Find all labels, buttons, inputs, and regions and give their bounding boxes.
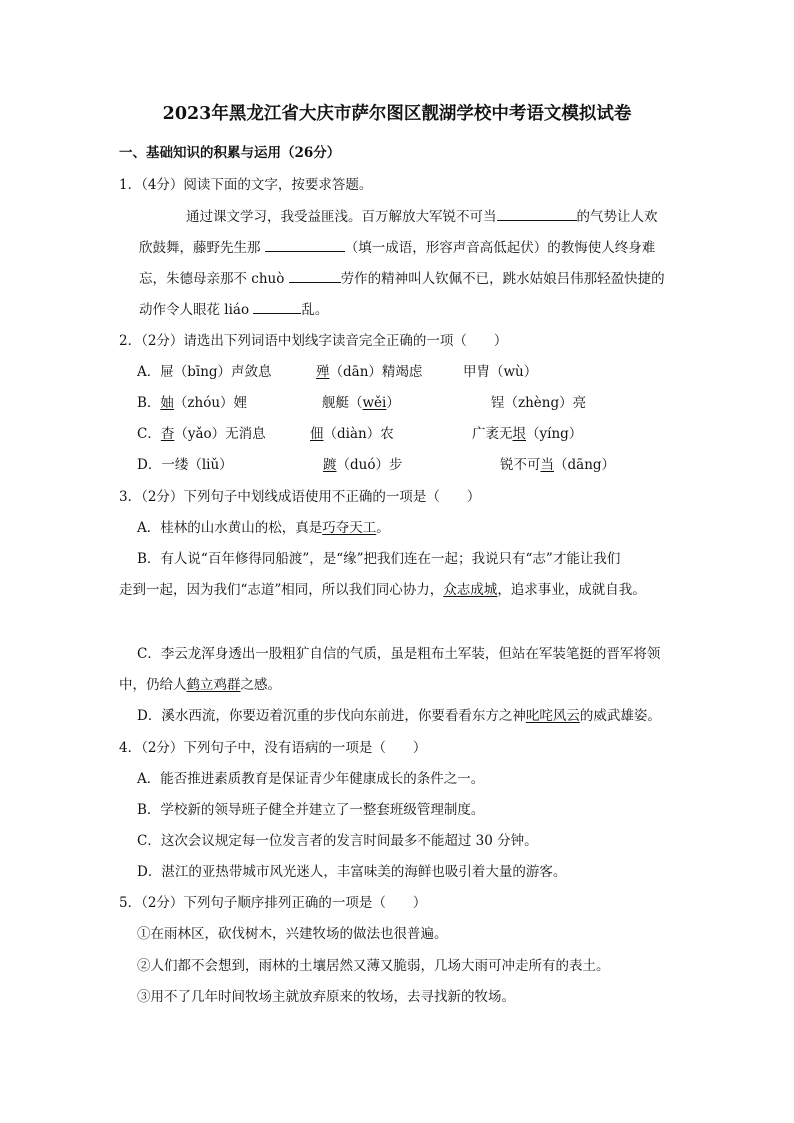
q1-passage-line: 动作令人眼花 liáo 乱。 — [139, 299, 328, 320]
q2-option-c-item: 佃（diàn）农 — [310, 426, 394, 442]
q3-stem: 3．（2分）下列句子中划线成语使用不正确的一项是（ ） — [119, 489, 481, 505]
q3-option-c-cont: 中，仍给人鹤立鸡群之感。 — [119, 677, 281, 693]
q2-option-b-item: 锃（zhèng）亮 — [491, 395, 587, 411]
q1-passage-line: 欣鼓舞，藤野先生那 （填一成语，形容声音高低起伏）的教悔使人终身难 — [139, 237, 655, 258]
q1-blank-2[interactable] — [265, 237, 345, 252]
q3-option-a[interactable]: A．桂林的山水黄山的松，真是巧夺天工。 — [137, 520, 390, 536]
q2-stem: 2．（2分）请选出下列词语中划线字读音完全正确的一项（ ） — [119, 333, 508, 349]
q2-option-d-item: 锐不可当（dāng） — [500, 457, 616, 473]
q3-option-c[interactable]: C．李云龙浑身透出一股粗犷自信的气质，虽是粗布土军装，但站在军装笔挺的晋军将领 — [137, 646, 661, 662]
q1-blank-3[interactable] — [289, 268, 341, 283]
q1-stem: 1．（4分）阅读下面的文字，按要求答题。 — [119, 177, 373, 193]
q2-option-d[interactable]: D．一缕（liǔ） — [137, 457, 233, 473]
q5-sentence-2: ②人们都不会想到，雨林的土壤居然又薄又脆弱，几场大雨可冲走所有的表土。 — [137, 958, 610, 974]
q3-option-b-cont: 走到一起，因为我们“志道”相同，所以我们同心协力，众志成城，追求事业，成就自我。 — [119, 582, 646, 598]
q2-option-c[interactable]: C．杳（yǎo）无消息 — [137, 426, 266, 442]
q1-passage-line: 通过课文学习，我受益匪浅。百万解放大军锐不可当 的气势让人欢 — [186, 206, 658, 227]
q2-option-c-item: 广袤无垠（yíng） — [472, 426, 583, 442]
q4-option-c[interactable]: C．这次会议规定每一位发言者的发言时间最多不能超过 30 分钟。 — [137, 833, 538, 849]
q5-stem: 5．（2分）下列句子顺序排列正确的一项是（ ） — [119, 895, 427, 911]
q2-option-b[interactable]: B．妯（zhóu）娌 — [137, 395, 248, 411]
q5-sentence-3: ③用不了几年时间牧场主就放弃原来的牧场，去寻找新的牧场。 — [137, 989, 515, 1005]
q2-option-a-item: 殚（dān）精竭虑 — [316, 364, 423, 380]
q2-option-a[interactable]: A．屉（bīng）声敛息 — [137, 364, 272, 380]
q3-option-d[interactable]: D．溪水西流，你要迈着沉重的步伐向东前进，你要看看东方之神叱咤风云的威武雄姿。 — [137, 708, 661, 724]
q2-option-d-item: 踱（duó）步 — [323, 457, 403, 473]
q4-option-d[interactable]: D．湛江的亚热带城市风光迷人，丰富味美的海鲜也吸引着大量的游客。 — [137, 864, 567, 880]
q4-option-a[interactable]: A．能否推进素质教育是保证青少年健康成长的条件之一。 — [137, 771, 485, 787]
section-heading: 一、基础知识的积累与运用（26分） — [119, 145, 341, 161]
q3-option-b[interactable]: B．有人说“百年修得同船渡”，是“缘”把我们连在一起；我说只有“志”才能让我们 — [137, 551, 621, 567]
q4-option-b[interactable]: B．学校新的领导班子健全并建立了一整套班级管理制度。 — [137, 802, 485, 818]
q1-blank-4[interactable] — [253, 299, 301, 314]
q5-sentence-1: ①在雨林区，砍伐树木，兴建牧场的做法也很普遍。 — [137, 926, 448, 942]
q1-blank-1[interactable] — [497, 206, 577, 221]
q4-stem: 4．（2分）下列句子中，没有语病的一项是（ ） — [119, 740, 427, 756]
page-title: 2023年黑龙江省大庆市萨尔图区靓湖学校中考语文模拟试卷 — [162, 104, 632, 124]
q1-passage-line: 忘，朱德母亲那不 chuò 劳作的精神叫人钦佩不已，跳水姑娘吕伟那轻盈快捷的 — [139, 268, 665, 289]
q2-option-b-item: 舰艇（wěi） — [322, 395, 400, 411]
q2-option-a-item: 甲胄（wù） — [463, 364, 538, 380]
